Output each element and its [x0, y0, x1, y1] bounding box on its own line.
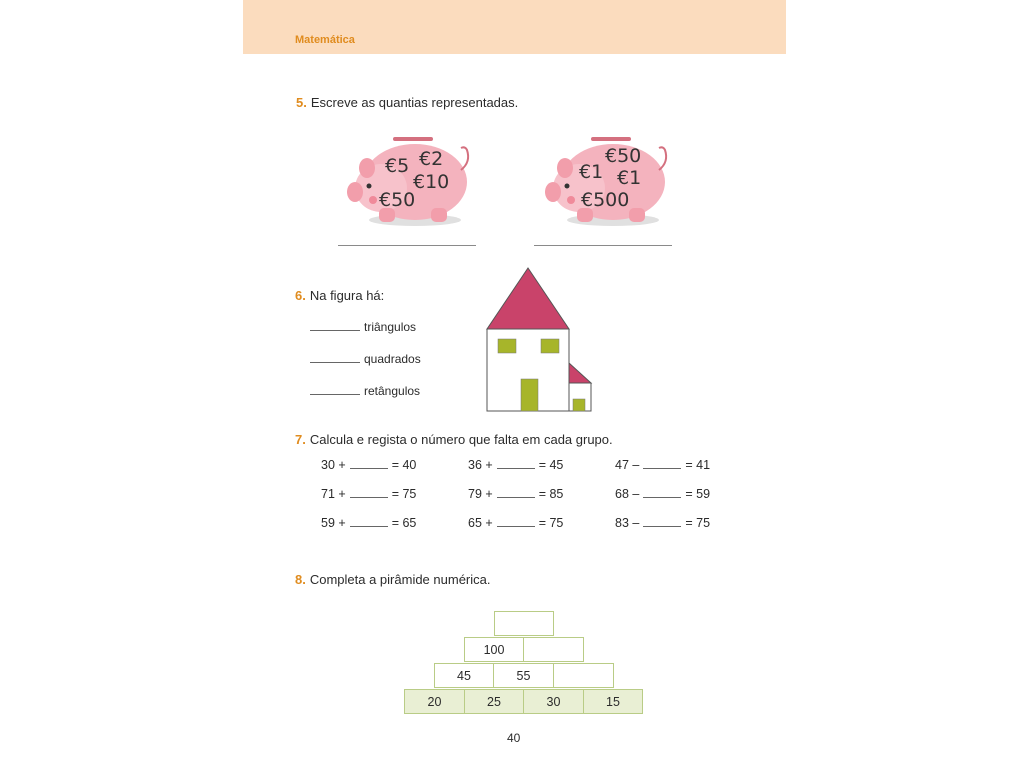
answer-blank[interactable] [497, 468, 535, 469]
equation [468, 487, 563, 501]
answer-blank[interactable] [350, 526, 388, 527]
equation [615, 458, 710, 472]
answer-line-2[interactable] [534, 245, 672, 246]
answer-blank[interactable] [350, 497, 388, 498]
pyramid-cell: 15 [583, 689, 643, 714]
answer-blank[interactable] [497, 497, 535, 498]
annex-window [573, 399, 585, 411]
question-number: 8. [295, 572, 306, 587]
equation-right: = 41 [685, 458, 711, 472]
shape-label: quadrados [364, 352, 421, 366]
door [521, 379, 538, 411]
equation-right: = 59 [685, 487, 711, 501]
pyramid-cell[interactable] [494, 611, 554, 636]
page-header [243, 0, 786, 54]
equation [321, 487, 416, 501]
equation [321, 458, 416, 472]
equation-right: = 40 [391, 458, 417, 472]
coin: €50 [379, 189, 416, 211]
answer-blank[interactable] [643, 468, 681, 469]
equation-right: = 75 [391, 487, 417, 501]
coin: €10 [413, 171, 450, 193]
pyramid-cell: 30 [523, 689, 584, 714]
roof-triangle [487, 268, 569, 329]
question-number: 5. [296, 95, 307, 110]
answer-blank[interactable] [643, 526, 681, 527]
equation-right: = 85 [538, 487, 564, 501]
question-7-title [295, 432, 613, 447]
pyramid-cell: 45 [434, 663, 494, 688]
equation-right: = 65 [391, 516, 417, 530]
coin: €1 [617, 167, 642, 189]
coin: €5 [385, 155, 410, 177]
subject-label: Matemática [295, 34, 355, 46]
window-left [498, 339, 516, 353]
equation-left: 59 + [321, 516, 346, 530]
small-roof-triangle [569, 363, 591, 383]
equation-right: = 75 [538, 516, 564, 530]
question-text: Na figura há: [309, 288, 385, 303]
question-number: 7. [295, 432, 306, 447]
equation-left: 30 + [321, 458, 346, 472]
equation-left: 79 + [468, 487, 493, 501]
equation [321, 516, 416, 530]
equation-left: 71 + [321, 487, 346, 501]
equation [615, 487, 710, 501]
question-6-title [295, 288, 384, 303]
question-8-title [295, 572, 490, 587]
equation [468, 516, 563, 530]
equation-left: 47 – [615, 458, 640, 472]
window-right [541, 339, 559, 353]
equation-left: 83 – [615, 516, 640, 530]
pyramid-cell: 20 [404, 689, 465, 714]
shape-label: triângulos [364, 320, 417, 334]
coin: €1 [579, 161, 604, 183]
pyramid-cell[interactable] [523, 637, 584, 662]
equation-right: = 45 [538, 458, 564, 472]
rectangles-answer [310, 384, 420, 398]
answer-blank[interactable] [350, 468, 388, 469]
shape-label: retângulos [364, 384, 421, 398]
question-text: Completa a pirâmide numérica. [309, 572, 491, 587]
answer-line-1[interactable] [338, 245, 476, 246]
equation-left: 36 + [468, 458, 493, 472]
workbook-page [243, 0, 786, 768]
question-number: 6. [295, 288, 306, 303]
pyramid-cell: 25 [464, 689, 524, 714]
answer-blank[interactable] [310, 362, 360, 363]
equation-left: 65 + [468, 516, 493, 530]
equation [468, 458, 563, 472]
page-number: 40 [507, 731, 521, 745]
coin: €50 [605, 145, 642, 167]
pyramid-cell[interactable] [553, 663, 614, 688]
squares-answer [310, 352, 421, 366]
pyramid-cell: 55 [493, 663, 554, 688]
answer-blank[interactable] [643, 497, 681, 498]
answer-blank[interactable] [310, 394, 360, 395]
answer-blank[interactable] [310, 330, 360, 331]
answer-blank[interactable] [497, 526, 535, 527]
equation-left: 68 – [615, 487, 640, 501]
question-text: Escreve as quantias representadas. [310, 95, 519, 110]
triangles-answer [310, 320, 416, 334]
pyramid-cell: 100 [464, 637, 524, 662]
piggy-bank-2 [541, 130, 671, 230]
equation-right: = 75 [685, 516, 711, 530]
coin: €500 [581, 189, 630, 211]
piggy-bank-1 [343, 130, 473, 230]
house-figure [483, 265, 595, 415]
equation [615, 516, 710, 530]
question-text: Calcula e regista o número que falta em cada grupo. [309, 432, 613, 447]
question-5-title [296, 95, 518, 110]
coin: €2 [419, 148, 444, 170]
